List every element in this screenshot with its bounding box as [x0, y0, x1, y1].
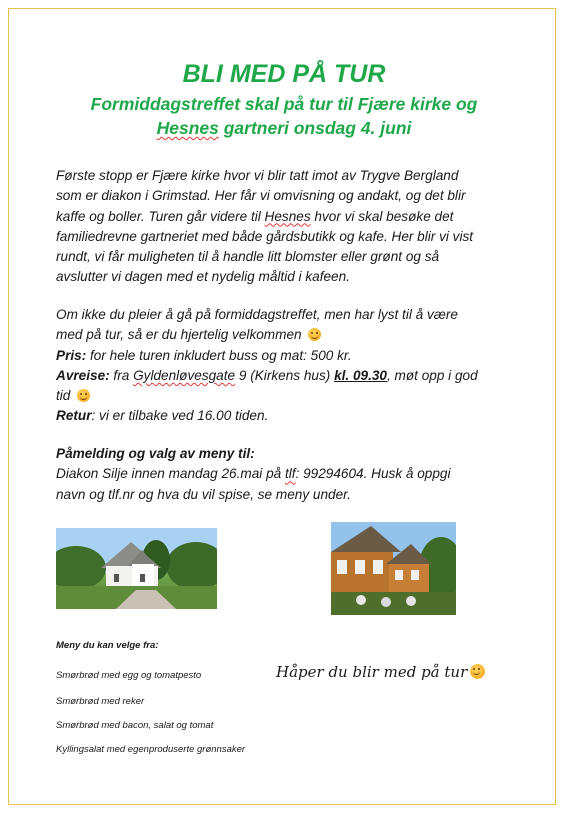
departure-line — [56, 366, 526, 386]
price-text: for hele turen inkludert buss og mat: 500 kr. — [86, 347, 352, 363]
return-label: Retur — [56, 408, 92, 424]
gartneri-photo — [331, 522, 456, 615]
price-line — [56, 346, 526, 366]
invite-line — [56, 325, 526, 345]
price-label: Pris: — [56, 347, 87, 363]
subtitle-line-2 — [0, 118, 568, 139]
intro-line — [56, 207, 526, 227]
intro-line: avslutter vi dagen med et nydelig måltid i kafeen. — [56, 269, 350, 285]
smiley-emoji-icon — [308, 328, 321, 341]
departure-label: Avreise: — [56, 367, 110, 383]
departure-time: kl. 09.30 — [334, 367, 387, 383]
intro-place: Hesnes — [264, 208, 311, 224]
signup-text: : 99294604. Husk å oppgi — [295, 466, 451, 482]
intro-line: som er diakon i Grimstad. Her får vi omvisning og andakt, og det blir — [56, 188, 466, 204]
signup-line: navn og tlf.nr og hva du vil spise, se meny under. — [56, 486, 351, 502]
menu-heading: Meny du kan velge fra: — [56, 640, 159, 651]
closing-message — [276, 663, 485, 681]
menu-item: Smørbrød med reker — [56, 696, 145, 707]
intro-text: hvor vi skal besøke det — [310, 208, 454, 224]
signup-phone-abbr: tlf — [284, 466, 296, 482]
smiley-emoji-icon — [470, 664, 485, 679]
subtitle-place: Hesnes — [156, 118, 219, 138]
departure-line-2 — [56, 386, 526, 406]
invite-text: med på tur, så er du hjertelig velkommen — [56, 327, 306, 343]
departure-text: , møt opp i god — [386, 367, 478, 383]
closing-text: Håper du blir med på tur — [276, 663, 468, 681]
departure-text: fra — [109, 367, 134, 383]
church-photo — [56, 528, 217, 609]
page-title: BLI MED PÅ TUR — [182, 60, 386, 88]
menu-item: Kyllingsalat med egenproduserte grønnsaker — [56, 744, 246, 755]
return-line — [56, 406, 526, 426]
menu-item: Smørbrød med egg og tomatpesto — [56, 670, 202, 681]
intro-text: kaffe og boller. Turen går videre til — [56, 208, 265, 224]
signup-paragraph — [56, 444, 526, 505]
intro-paragraph — [56, 166, 526, 288]
departure-text: tid — [56, 388, 75, 404]
signup-text: Diakon Silje innen mandag 26.mai på — [56, 466, 285, 482]
invite-line: Om ikke du pleier å gå på formiddagstreffet, men har lyst til å være — [56, 307, 458, 322]
departure-place: Gyldenløvesgate — [133, 367, 236, 383]
smiley-emoji-icon — [77, 389, 90, 402]
signup-line — [56, 464, 526, 484]
invite-paragraph — [56, 305, 526, 427]
return-text: : vi er tilbake ved 16.00 tiden. — [91, 408, 269, 424]
subtitle-rest: gartneri onsdag 4. juni — [218, 118, 412, 138]
intro-line: familiedrevne gartneriet med både gårdsbutikk og kafe. Her blir vi vist — [56, 228, 474, 244]
subtitle-line-1: Formiddagstreffet skal på tur til Fjære kirke og — [90, 94, 478, 114]
menu-item: Smørbrød med bacon, salat og tomat — [56, 720, 214, 731]
signup-heading: Påmelding og valg av meny til: — [56, 446, 255, 461]
intro-line: Første stopp er Fjære kirke hvor vi blir tatt imot av Trygve Bergland — [56, 168, 459, 183]
intro-line: rundt, vi får muligheten til å handle litt blomster eller grønt og så — [56, 249, 440, 265]
departure-text: 9 (Kirkens hus) — [235, 367, 335, 383]
